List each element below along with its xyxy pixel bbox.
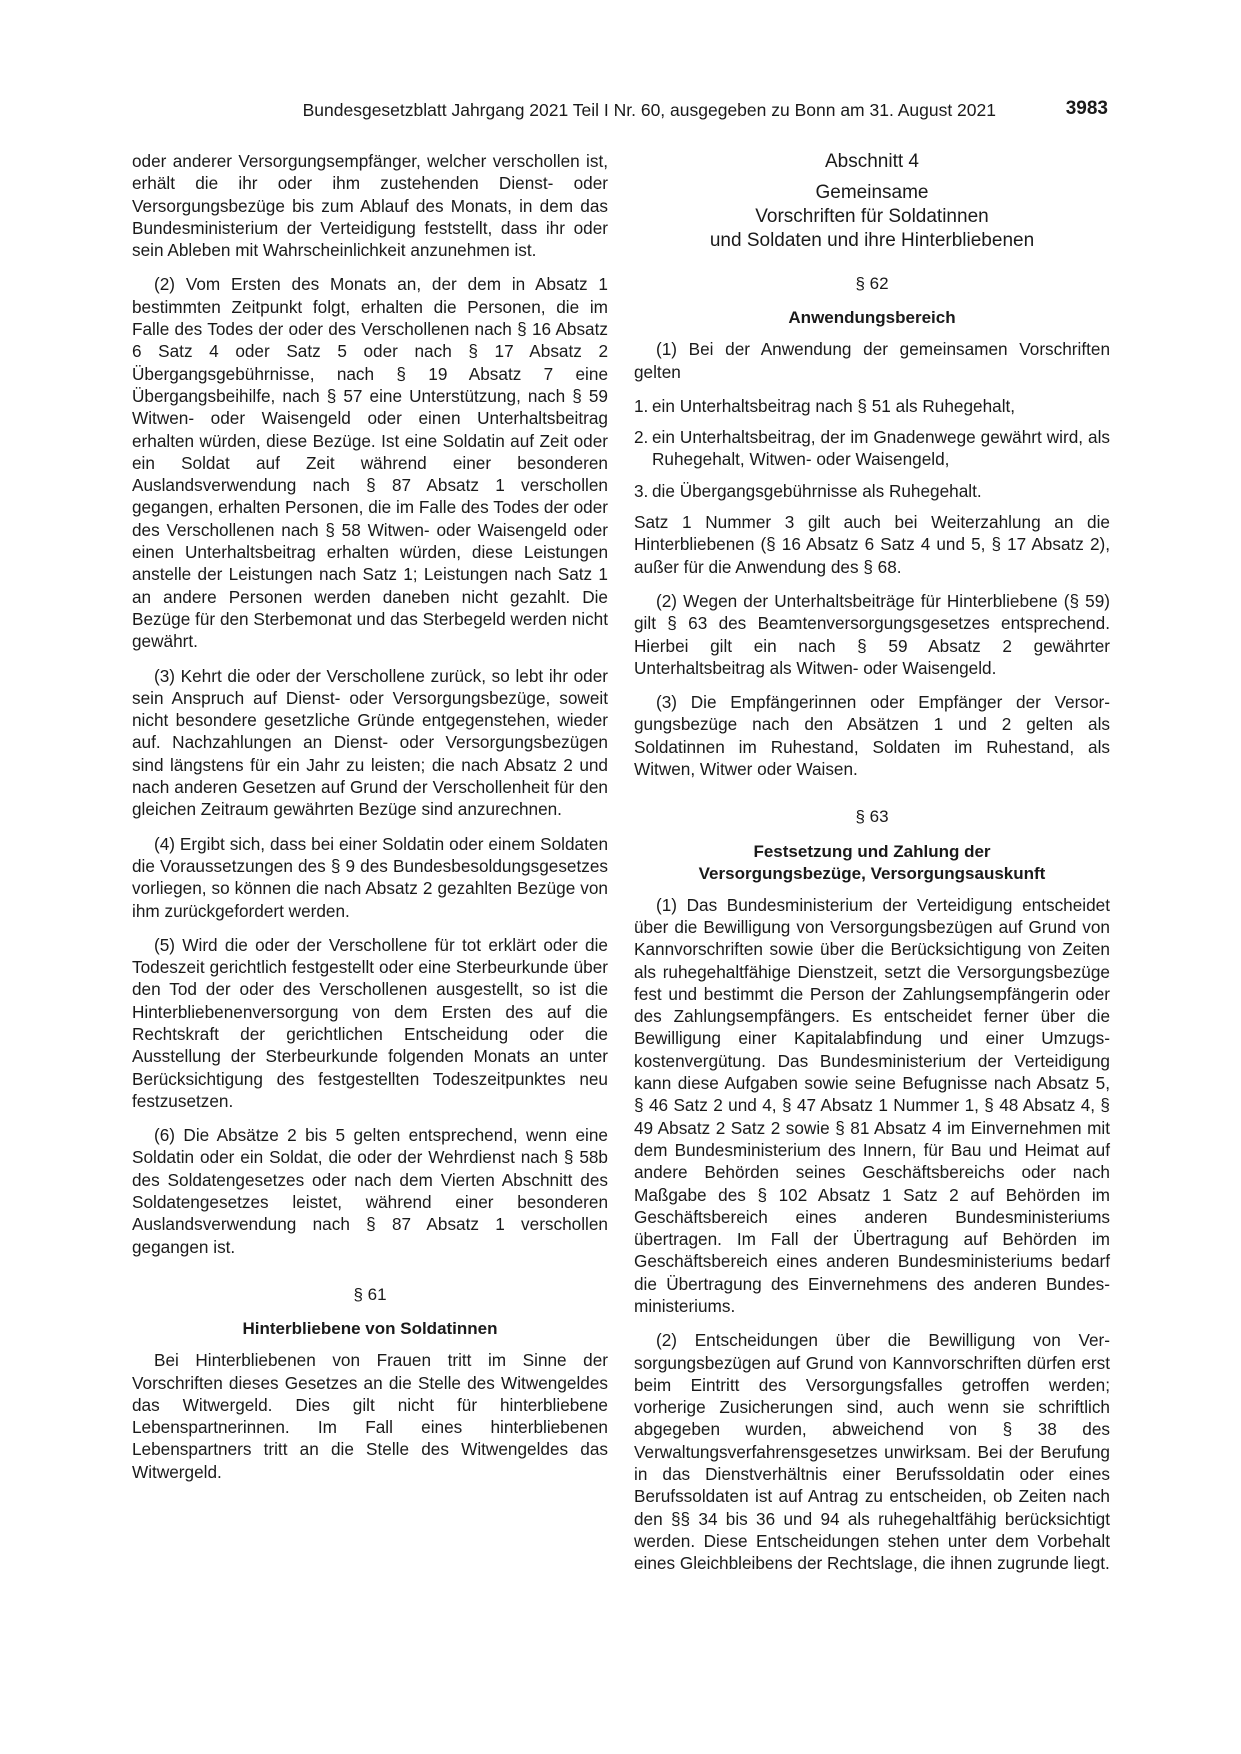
- part-title-line-3: und Soldaten und ihre Hinterbliebenen: [709, 230, 1035, 251]
- list-item-text: die Übergangsgebührnisse als Ruhegehalt.: [652, 480, 982, 501]
- paragraph-62-3: (3) Die Empfängerinnen oder Empfänger der Versorgungsbezüge nach den Absätzen 1 und 2 gelten als Soldatinnen im Ruhestand, Soldaten im Ruhestand, als Witwen, Witwer oder Waisen.: [634, 692, 1110, 780]
- paragraph-63-2: (2) Entscheidungen über die Bewilligung von Versorgungsbezügen auf Grund von Kannvorschriften dürfen erst beim Eintritt des Versorgungsfalles getroffen werden; vorherige Zusicherungen sind, auch wenn sie schriftlich abgegeben wurden, abweichend von § 38 des Verwaltungsverfahrensgesetzes unwirksam. Bei der Berufung in das Dienstverhältnis einer Berufssoldatin oder eines Berufssoldaten ist auf Antrag zu entscheiden, ob Zeiten nach den §§ 34 bis 36 und 94 als ruhegehaltfähig berücksichtigt werden. Diese Entscheidungen stehen unter dem Vorbehalt eines Gleichbleibens der Rechtslage, die ihnen zugrunde liegt.: [634, 1330, 1110, 1574]
- section-62-number: § 62: [855, 274, 889, 293]
- right-column: [634, 150, 1110, 1587]
- list-item-number: 1.: [634, 395, 649, 416]
- part-title-line-1: Gemeinsame: [815, 182, 929, 203]
- paragraph-63-1: (1) Das Bundesministerium der Verteidigung entscheidet über die Bewilligung von Versorgungsbezügen auf Grund von Kannvorschriften sowie über die Berücksichtigung von Zeiten als ruhegehaltfähige Dienstzeit, setzt die Versorgungsbezüge fest und bestimmt die Person der Zahlungsempfängerin oder des Zahlungsempfängers. Es entscheidet ferner über die Bewilligung einer Kapitalabfindung und einer Umzugskostenvergütung. Das Bundesministerium der Verteidigung kann diese Aufgaben sowie seine Befugnisse nach Absatz 5, § 46 Satz 2 und 4, § 47 Absatz 1 Nummer 1, § 48 Absatz 4, § 49 Absatz 2 Satz 2 sowie § 81 Absatz 4 im Einvernehmen mit dem Bundesministerium des Innern, für Bau und Heimat auf andere Behörden seines Geschäftsbereichs oder nach Maßgabe des § 102 Absatz 1 Satz 2 auf Behörden im Geschäftsbereich eines anderen Bundesministeriums übertragen. Im Fall der Übertragung auf Behörden im Geschäftsbereich eines anderen Bundesministeriums bedarf die Übertragung des Einvernehmens des anderen Bundesministeriums.: [634, 894, 1110, 1316]
- paragraph-62-satz: Satz 1 Nummer 3 gilt auch bei Weiterzahlung an die Hinterbliebenen (§ 16 Absatz 6 Satz 4 und 5, § 17 Absatz 2), außer für die Anwendung des § 68.: [634, 512, 1110, 577]
- paragraph-60-6: (6) Die Absätze 2 bis 5 gelten entsprechend, wenn eine Soldatin oder ein Soldat, die oder der Wehrdienst nach § 58b des Soldatengesetzes oder nach dem Vierten Abschnitt des Soldatengesetzes leistet, während einer besonderen Auslandsverwendung nach § 87 Absatz 1 verschollen gegangen ist.: [132, 1125, 608, 1257]
- running-title: Bundesgesetzblatt Jahrgang 2021 Teil I Nr. 60, ausgegeben zu Bonn am 31. August 2021: [302, 100, 996, 120]
- paragraph-62-2: (2) Wegen der Unterhaltsbeiträge für Hinterbliebene (§ 59) gilt § 63 des Beamtenversorgungsgesetzes entsprechend. Hierbei gilt ein nach § 59 Absatz 2 gewährter Unterhaltsbeitrag als Witwen- oder Waisengeld.: [634, 590, 1110, 678]
- paragraph-60-4: (4) Ergibt sich, dass bei einer Soldatin oder einem Soldaten die Voraussetzungen des § 9 des Bundesbesoldungsgesetzes vorliegen, so können die nach Absatz 2 gezahlten Bezüge von ihm zurückgefordert werden.: [132, 833, 608, 921]
- list-item-text: ein Unterhaltsbeitrag, der im Gnadenwege gewährt wird, als Ruhegehalt, Witwen- oder Waisengeld,: [652, 427, 1110, 470]
- part-title-line-2: Vorschriften für Soldatinnen: [755, 206, 989, 227]
- left-column: [132, 150, 608, 1495]
- paragraph-60-5: (5) Wird die oder der Verschollene für tot erklärt oder die Todeszeit gerichtlich festgestellt oder eine Sterbeurkunde über den Tod der oder des Verschollenen ausgestellt, so ist die Hinterbliebenenversorgung von dem Ersten des auf die Rechtskraft der gerichtlichen Entscheidung oder die Ausstellung der Sterbeurkunde folgenden Monats an unter Berücksichtigung des festgestellten Todeszeitpunktes neu festzusetzen.: [132, 934, 608, 1111]
- paragraph-60-3: (3) Kehrt die oder der Verschollene zurück, so lebt ihr oder sein Anspruch auf Dienst- oder Versorgungsbezüge, soweit nicht besondere gesetzliche Gründe entgegenstehen, wieder auf. Nachzahlungen an Dienst- oder Versorgungsbezügen sind längstens für ein Jahr zu leisten; die nach Absatz 2 und nach anderen Gesetzen auf Grund der Verschollenheit für den gleichen Zeitraum gewährten Bezüge sind anzurechnen.: [132, 665, 608, 820]
- page-header: [132, 100, 1108, 126]
- list-item: [634, 426, 1110, 471]
- part-title: [634, 181, 1110, 253]
- section-63-title: [634, 841, 1110, 885]
- list-item: [634, 395, 1110, 417]
- section-63-title-line-1: Festsetzung und Zahlung der: [753, 841, 991, 861]
- paragraph-60-2: (2) Vom Ersten des Monats an, der dem in Absatz 1 bestimmten Zeitpunkt folgt, erhalten die Personen, die im Falle des Todes der oder des Verschollenen nach § 16 Absatz 6 Satz 4 oder Satz 5 oder nach § 17 Absatz 2 Übergangsgebührnisse, nach § 19 Absatz 7 eine Übergangsbeihilfe, nach § 57 eine Unterstützung, nach § 59 Witwen- oder Waisengeld oder einen Unterhaltsbeitrag erhalten würden, diese Bezüge. Ist eine Soldatin auf Zeit oder ein Soldat auf Zeit während einer besonderen Auslandsverwendung nach § 87 Absatz 1 verschollen gegangen, erhalten Personen, die im Falle des Todes der oder des Verschollenen nach § 58 Witwen- oder Waisengeld oder einen Unterhaltsbeitrag erhalten würden, diese Leistungen anstelle der Leistungen nach Satz 1; Leistungen nach Satz 1 an andere Personen werden daneben nicht gezahlt. Die Bezüge für den Sterbemonat und das Sterbegeld werden nicht gewährt.: [132, 274, 608, 652]
- list-item: [634, 480, 1110, 502]
- list-item-text: ein Unterhaltsbeitrag nach § 51 als Ruhegehalt,: [652, 395, 1016, 416]
- paragraph-62-1: (1) Bei der Anwendung der gemeinsamen Vorschriften gelten: [634, 339, 1110, 382]
- list-item-number: 2.: [634, 427, 649, 448]
- section-63-title-line-2: Versorgungsbezüge, Versorgungsauskunft: [698, 863, 1046, 883]
- paragraph-61-1: Bei Hinterbliebenen von Frauen tritt im Sinne der Vorschriften dieses Gesetzes an die Stelle des Witwengeldes das Witwergeld. Dies gilt nicht für hinterbliebene Lebenspartnerinnen. Im Fall eines hinterbliebenen Lebenspartners tritt an die Stelle des Witwengeldes das Witwergeld.: [132, 1350, 608, 1482]
- page-number: 3983: [1065, 98, 1108, 119]
- section-63-number: § 63: [855, 807, 889, 827]
- part-heading: Abschnitt 4: [825, 151, 919, 172]
- list-item-number: 3.: [634, 480, 649, 501]
- section-62-title: Anwendungsbereich: [788, 308, 956, 328]
- paragraph-continuation: oder anderer Versorgungsempfänger, welcher verschollen ist, erhält die ihr oder ihm zustehenden Dienst- oder Versorgungsbezüge bis zum Ablauf des Monats, in dem das Bundesministerium der Verteidigung feststellt, dass ihr oder sein Ableben mit Wahrscheinlichkeit anzunehmen ist.: [132, 151, 608, 261]
- section-61-title: Hinterbliebene von Soldatinnen: [242, 1319, 498, 1339]
- section-61-number: § 61: [353, 1284, 387, 1304]
- section-62-list: [634, 395, 1110, 502]
